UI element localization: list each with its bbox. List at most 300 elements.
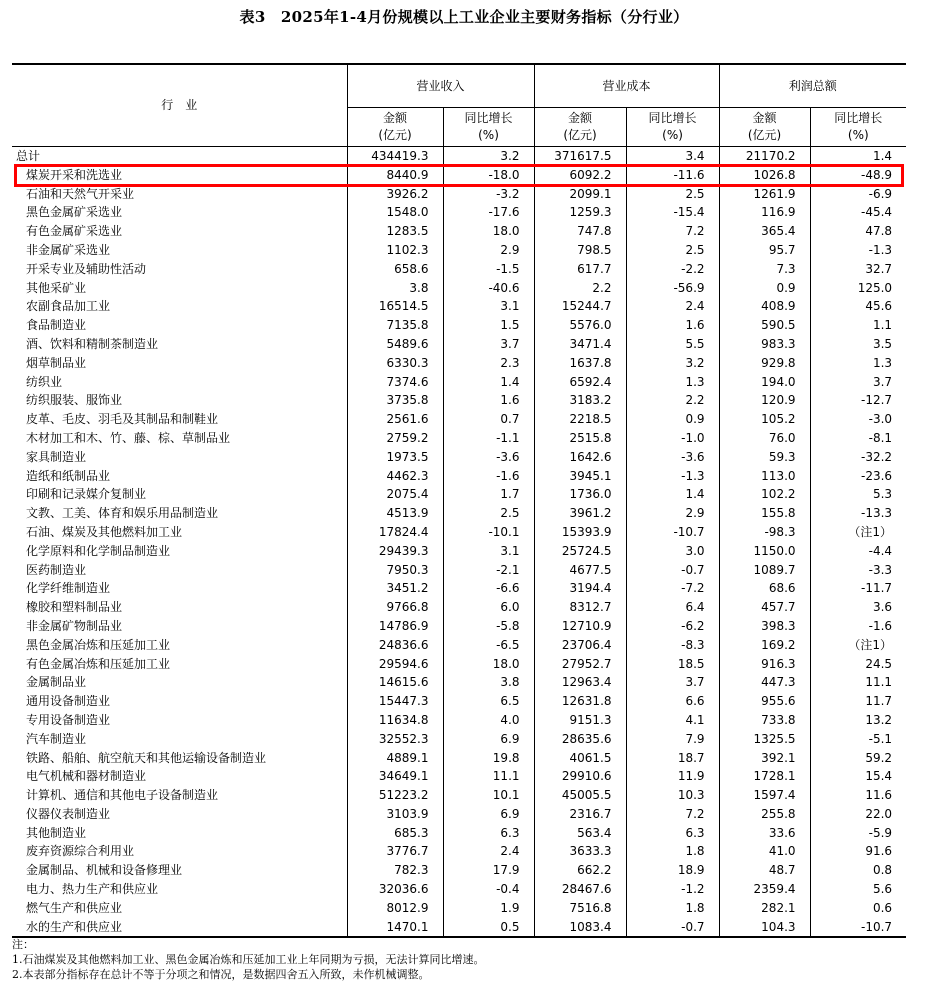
cost-amount-cell: 3633.3	[534, 842, 626, 861]
cost-growth-cell: 0.9	[626, 410, 719, 429]
cost-growth-cell: -1.2	[626, 880, 719, 899]
header-cost-growth	[626, 108, 719, 147]
table-row	[12, 504, 906, 523]
profit-amount-cell: 1150.0	[719, 542, 810, 561]
revenue-amount-cell: 1973.5	[347, 448, 443, 467]
revenue-amount-cell: 3103.9	[347, 805, 443, 824]
cost-growth-cell: 7.2	[626, 222, 719, 241]
cost-growth-cell: -7.2	[626, 579, 719, 598]
revenue-growth-cell: 11.1	[443, 767, 534, 786]
profit-growth-cell: 5.3	[810, 485, 906, 504]
table-row	[12, 918, 906, 938]
revenue-amount-cell: 4513.9	[347, 504, 443, 523]
profit-growth-cell: 3.7	[810, 373, 906, 392]
header-amount-label: 金额	[752, 111, 777, 125]
profit-growth-cell: -45.4	[810, 203, 906, 222]
table-row	[12, 636, 906, 655]
industry-name-cell: 仪器仪表制造业	[26, 806, 111, 821]
profit-growth-cell: -8.1	[810, 429, 906, 448]
revenue-growth-cell: 6.5	[443, 692, 534, 711]
cost-growth-cell: 2.5	[626, 241, 719, 260]
table-row	[12, 805, 906, 824]
table-row	[12, 166, 906, 185]
profit-growth-cell: -11.7	[810, 579, 906, 598]
profit-growth-cell: 11.1	[810, 673, 906, 692]
cost-amount-cell: 28635.6	[534, 730, 626, 749]
revenue-amount-cell: 29439.3	[347, 542, 443, 561]
cost-amount-cell: 8312.7	[534, 598, 626, 617]
cost-amount-cell: 1083.4	[534, 918, 626, 938]
profit-amount-cell: 33.6	[719, 824, 810, 843]
cost-growth-cell: -11.6	[626, 166, 719, 185]
table-row	[12, 222, 906, 241]
header-growth-label: 同比增长	[648, 111, 697, 125]
revenue-amount-cell: 32552.3	[347, 730, 443, 749]
revenue-amount-cell: 17824.4	[347, 523, 443, 542]
table-row	[12, 354, 906, 373]
profit-growth-cell: 3.6	[810, 598, 906, 617]
header-cost-amount	[534, 108, 626, 147]
industry-name-cell: 医药制造业	[26, 562, 87, 577]
industry-name-cell: 非金属矿物制品业	[26, 618, 123, 633]
revenue-growth-cell: 1.9	[443, 899, 534, 918]
profit-growth-cell: 3.5	[810, 335, 906, 354]
cost-growth-cell: -8.3	[626, 636, 719, 655]
cost-amount-cell: 662.2	[534, 861, 626, 880]
cost-growth-cell: 6.4	[626, 598, 719, 617]
profit-amount-cell: 408.9	[719, 297, 810, 316]
table-row	[12, 523, 906, 542]
revenue-growth-cell: 18.0	[443, 655, 534, 674]
revenue-growth-cell: 6.3	[443, 824, 534, 843]
industry-name-cell: 废弃资源综合利用业	[26, 844, 135, 859]
cost-amount-cell: 27952.7	[534, 655, 626, 674]
revenue-amount-cell: 1102.3	[347, 241, 443, 260]
revenue-growth-cell: 10.1	[443, 786, 534, 805]
revenue-amount-cell: 658.6	[347, 260, 443, 279]
table-title: 表3 2025年1-4月份规模以上工业企业主要财务指标（分行业）	[239, 8, 689, 26]
cost-growth-cell: 7.9	[626, 730, 719, 749]
industry-name-cell: 纺织业	[26, 374, 63, 389]
cost-amount-cell: 2099.1	[534, 185, 626, 204]
industry-name-cell: 文教、工美、体育和娱乐用品制造业	[26, 506, 219, 521]
revenue-amount-cell: 14786.9	[347, 617, 443, 636]
profit-amount-cell: 733.8	[719, 711, 810, 730]
revenue-growth-cell: -1.1	[443, 429, 534, 448]
revenue-growth-cell: 17.9	[443, 861, 534, 880]
revenue-amount-cell: 51223.2	[347, 786, 443, 805]
industry-name-cell: 汽车制造业	[26, 731, 87, 746]
cost-amount-cell: 617.7	[534, 260, 626, 279]
profit-growth-cell: 11.7	[810, 692, 906, 711]
revenue-growth-cell: -40.6	[443, 279, 534, 298]
revenue-growth-cell: 2.9	[443, 241, 534, 260]
cost-amount-cell: 23706.4	[534, 636, 626, 655]
cost-growth-cell: 6.6	[626, 692, 719, 711]
profit-amount-cell: 392.1	[719, 749, 810, 768]
profit-amount-cell: 194.0	[719, 373, 810, 392]
cost-growth-cell: 3.0	[626, 542, 719, 561]
table-row	[12, 655, 906, 674]
revenue-growth-cell: 2.4	[443, 842, 534, 861]
industry-name-cell: 计算机、通信和其他电子设备制造业	[26, 788, 219, 803]
industry-name-cell: 煤炭开采和洗选业	[26, 167, 123, 182]
revenue-growth-cell: 6.9	[443, 805, 534, 824]
industry-name-cell: 石油、煤炭及其他燃料加工业	[26, 524, 183, 539]
table-row	[12, 485, 906, 504]
profit-amount-cell: 1728.1	[719, 767, 810, 786]
revenue-amount-cell: 7950.3	[347, 561, 443, 580]
table-row	[12, 861, 906, 880]
revenue-amount-cell: 1548.0	[347, 203, 443, 222]
revenue-amount-cell: 8440.9	[347, 166, 443, 185]
cost-amount-cell: 3471.4	[534, 335, 626, 354]
industry-name-cell: 金属制品业	[26, 675, 87, 690]
revenue-growth-cell: -10.1	[443, 523, 534, 542]
cost-growth-cell: 3.7	[626, 673, 719, 692]
revenue-amount-cell: 15447.3	[347, 692, 443, 711]
profit-amount-cell: 590.5	[719, 316, 810, 335]
revenue-amount-cell: 434419.3	[347, 147, 443, 166]
cost-growth-cell: 18.5	[626, 655, 719, 674]
cost-amount-cell: 15393.9	[534, 523, 626, 542]
table-row	[12, 673, 906, 692]
industry-name-cell: 木材加工和木、竹、藤、棕、草制品业	[26, 430, 231, 445]
table-row	[12, 241, 906, 260]
profit-amount-cell: 169.2	[719, 636, 810, 655]
table-row	[12, 598, 906, 617]
industry-name-cell: 水的生产和供应业	[12, 918, 347, 938]
revenue-growth-cell: -0.4	[443, 880, 534, 899]
profit-growth-cell: 59.2	[810, 749, 906, 768]
notes	[12, 937, 912, 982]
profit-amount-cell: 120.9	[719, 391, 810, 410]
cost-growth-cell: -2.2	[626, 260, 719, 279]
cost-growth-cell: -15.4	[626, 203, 719, 222]
revenue-amount-cell: 782.3	[347, 861, 443, 880]
cost-amount-cell: 1642.6	[534, 448, 626, 467]
header-group-profit: 利润总额	[719, 64, 906, 108]
profit-growth-cell: 22.0	[810, 805, 906, 824]
profit-amount-cell: 447.3	[719, 673, 810, 692]
cost-growth-cell: -10.7	[626, 523, 719, 542]
header-growth-unit: (%)	[847, 128, 869, 142]
table-row	[12, 203, 906, 222]
cost-amount-cell: 6592.4	[534, 373, 626, 392]
profit-growth-cell: -1.6	[810, 617, 906, 636]
profit-amount-cell: 1089.7	[719, 561, 810, 580]
cost-amount-cell: 2316.7	[534, 805, 626, 824]
profit-growth-cell: 125.0	[810, 279, 906, 298]
profit-amount-cell: 113.0	[719, 467, 810, 486]
profit-growth-cell: 47.8	[810, 222, 906, 241]
cost-growth-cell: -56.9	[626, 279, 719, 298]
revenue-growth-cell: 1.7	[443, 485, 534, 504]
cost-growth-cell: 7.2	[626, 805, 719, 824]
cost-amount-cell: 3961.2	[534, 504, 626, 523]
industry-name-cell: 电力、热力生产和供应业	[26, 882, 159, 897]
industry-name-cell: 化学纤维制造业	[26, 581, 111, 596]
profit-amount-cell: 102.2	[719, 485, 810, 504]
table-row	[12, 749, 906, 768]
revenue-amount-cell: 3.8	[347, 279, 443, 298]
cost-growth-cell: 10.3	[626, 786, 719, 805]
revenue-amount-cell: 4462.3	[347, 467, 443, 486]
industry-name-cell: 有色金属冶炼和压延加工业	[26, 656, 171, 671]
revenue-amount-cell: 4889.1	[347, 749, 443, 768]
profit-amount-cell: 68.6	[719, 579, 810, 598]
table-row	[12, 786, 906, 805]
revenue-growth-cell: -3.6	[443, 448, 534, 467]
industry-name-cell: 造纸和纸制品业	[26, 468, 111, 483]
cost-amount-cell: 4061.5	[534, 749, 626, 768]
industry-name-cell: 黑色金属矿采选业	[26, 205, 123, 220]
revenue-growth-cell: 6.0	[443, 598, 534, 617]
profit-growth-cell: -23.6	[810, 467, 906, 486]
industry-name-cell: 农副食品加工业	[26, 299, 111, 314]
cost-amount-cell: 45005.5	[534, 786, 626, 805]
industry-name-cell: 黑色金属冶炼和压延加工业	[26, 637, 171, 652]
industry-name-cell: 皮革、毛皮、羽毛及其制品和制鞋业	[26, 412, 219, 427]
industry-name-cell: 金属制品、机械和设备修理业	[26, 863, 183, 878]
header-growth-unit: (%)	[662, 128, 683, 142]
revenue-growth-cell: -6.6	[443, 579, 534, 598]
cost-amount-cell: 5576.0	[534, 316, 626, 335]
profit-growth-cell: 11.6	[810, 786, 906, 805]
profit-amount-cell: 983.3	[719, 335, 810, 354]
profit-growth-cell: 13.2	[810, 711, 906, 730]
profit-growth-cell: 5.6	[810, 880, 906, 899]
notes-heading: 注：	[12, 938, 34, 951]
cost-growth-cell: 1.6	[626, 316, 719, 335]
header-growth-label: 同比增长	[464, 111, 513, 125]
table-row	[12, 579, 906, 598]
cost-amount-cell: 29910.6	[534, 767, 626, 786]
cost-growth-cell: 5.5	[626, 335, 719, 354]
cost-growth-cell: 11.9	[626, 767, 719, 786]
revenue-amount-cell: 14615.6	[347, 673, 443, 692]
profit-growth-cell: 45.6	[810, 297, 906, 316]
revenue-amount-cell: 24836.6	[347, 636, 443, 655]
cost-growth-cell: -0.7	[626, 918, 719, 938]
revenue-amount-cell: 1283.5	[347, 222, 443, 241]
revenue-amount-cell: 7374.6	[347, 373, 443, 392]
profit-growth-cell: （注1）	[810, 523, 906, 542]
industry-name-cell: 印刷和记录媒介复制业	[26, 487, 147, 502]
revenue-growth-cell: 0.5	[443, 918, 534, 938]
profit-growth-cell: -10.7	[810, 918, 906, 938]
cost-growth-cell: 4.1	[626, 711, 719, 730]
table-row	[12, 316, 906, 335]
profit-growth-cell: 0.8	[810, 861, 906, 880]
profit-amount-cell: 105.2	[719, 410, 810, 429]
revenue-growth-cell: -6.5	[443, 636, 534, 655]
cost-growth-cell: 1.4	[626, 485, 719, 504]
profit-amount-cell: 116.9	[719, 203, 810, 222]
industry-name-cell: 家具制造业	[26, 449, 87, 464]
profit-amount-cell: 1325.5	[719, 730, 810, 749]
revenue-growth-cell: -3.2	[443, 185, 534, 204]
revenue-growth-cell: -1.5	[443, 260, 534, 279]
header-industry: 行 业	[12, 64, 347, 147]
cost-amount-cell: 3183.2	[534, 391, 626, 410]
table-row	[12, 391, 906, 410]
industry-name-cell: 燃气生产和供应业	[26, 900, 123, 915]
cost-amount-cell: 12963.4	[534, 673, 626, 692]
revenue-amount-cell: 2561.6	[347, 410, 443, 429]
profit-growth-cell: 32.7	[810, 260, 906, 279]
industry-name-cell: 纺织服装、服饰业	[26, 393, 123, 408]
revenue-growth-cell: 4.0	[443, 711, 534, 730]
cost-amount-cell: 1736.0	[534, 485, 626, 504]
table-row	[12, 260, 906, 279]
table-row	[12, 730, 906, 749]
profit-amount-cell: 95.7	[719, 241, 810, 260]
industry-name-cell: 其他采矿业	[26, 280, 87, 295]
table-body	[12, 147, 906, 938]
cost-growth-cell: -6.2	[626, 617, 719, 636]
profit-growth-cell: -48.9	[810, 166, 906, 185]
revenue-amount-cell: 3776.7	[347, 842, 443, 861]
profit-amount-cell: -98.3	[719, 523, 810, 542]
profit-amount-cell: 2359.4	[719, 880, 810, 899]
profit-amount-cell: 41.0	[719, 842, 810, 861]
profit-amount-cell: 398.3	[719, 617, 810, 636]
table-row	[12, 467, 906, 486]
profit-growth-cell: -1.3	[810, 241, 906, 260]
cost-growth-cell: 18.9	[626, 861, 719, 880]
cost-growth-cell: 3.2	[626, 354, 719, 373]
header-amount-unit: (亿元)	[563, 128, 597, 142]
cost-amount-cell: 12631.8	[534, 692, 626, 711]
profit-growth-cell: -5.9	[810, 824, 906, 843]
cost-amount-cell: 2.2	[534, 279, 626, 298]
revenue-amount-cell: 16514.5	[347, 297, 443, 316]
profit-growth-cell: 1.3	[810, 354, 906, 373]
revenue-growth-cell: 3.2	[443, 147, 534, 166]
profit-growth-cell: -5.1	[810, 730, 906, 749]
header-amount-label: 金额	[568, 111, 593, 125]
profit-amount-cell: 955.6	[719, 692, 810, 711]
revenue-growth-cell: 3.8	[443, 673, 534, 692]
revenue-growth-cell: 3.1	[443, 542, 534, 561]
cost-growth-cell: 2.2	[626, 391, 719, 410]
header-amount-label: 金额	[382, 111, 407, 125]
header-growth-label: 同比增长	[834, 111, 883, 125]
cost-growth-cell: -3.6	[626, 448, 719, 467]
industry-name-cell: 铁路、船舶、航空航天和其他运输设备制造业	[26, 750, 267, 765]
cost-amount-cell: 28467.6	[534, 880, 626, 899]
profit-growth-cell: 24.5	[810, 655, 906, 674]
header-group-cost: 营业成本	[534, 64, 719, 108]
revenue-growth-cell: 1.6	[443, 391, 534, 410]
profit-amount-cell: 0.9	[719, 279, 810, 298]
table-row	[12, 899, 906, 918]
table-row	[12, 448, 906, 467]
header-group-revenue: 营业收入	[347, 64, 534, 108]
industry-name-cell: 石油和天然气开采业	[26, 186, 135, 201]
industry-name-cell: 专用设备制造业	[26, 712, 111, 727]
cost-amount-cell: 6092.2	[534, 166, 626, 185]
table-row-total	[12, 147, 906, 166]
cost-growth-cell: 1.8	[626, 842, 719, 861]
table-row	[12, 880, 906, 899]
cost-amount-cell: 15244.7	[534, 297, 626, 316]
industry-name-cell: 化学原料和化学制品制造业	[26, 543, 171, 558]
revenue-growth-cell: 1.5	[443, 316, 534, 335]
financial-indicators-table	[12, 63, 906, 938]
cost-growth-cell: -0.7	[626, 561, 719, 580]
cost-amount-cell: 747.8	[534, 222, 626, 241]
revenue-amount-cell: 685.3	[347, 824, 443, 843]
header-amount-unit: (亿元)	[378, 128, 412, 142]
cost-amount-cell: 7516.8	[534, 899, 626, 918]
header-growth-unit: (%)	[478, 128, 499, 142]
revenue-amount-cell: 2759.2	[347, 429, 443, 448]
cost-amount-cell: 1259.3	[534, 203, 626, 222]
note-1: 1.石油煤炭及其他燃料加工业、黑色金属冶炼和压延加工业上年同期为亏损，无法计算同比增速。	[12, 953, 485, 966]
cost-amount-cell: 798.5	[534, 241, 626, 260]
profit-growth-cell: （注1）	[810, 636, 906, 655]
industry-name-cell: 其他制造业	[26, 825, 87, 840]
cost-growth-cell: 18.7	[626, 749, 719, 768]
table-row	[12, 297, 906, 316]
revenue-amount-cell: 9766.8	[347, 598, 443, 617]
table-row	[12, 373, 906, 392]
revenue-growth-cell: -1.6	[443, 467, 534, 486]
revenue-amount-cell: 8012.9	[347, 899, 443, 918]
table-row	[12, 842, 906, 861]
profit-growth-cell: -6.9	[810, 185, 906, 204]
profit-growth-cell: -12.7	[810, 391, 906, 410]
revenue-amount-cell: 3735.8	[347, 391, 443, 410]
cost-growth-cell: 6.3	[626, 824, 719, 843]
profit-amount-cell: 155.8	[719, 504, 810, 523]
industry-name-cell: 非金属矿采选业	[26, 242, 111, 257]
industry-name-cell: 食品制造业	[26, 318, 87, 333]
profit-amount-cell: 59.3	[719, 448, 810, 467]
revenue-amount-cell: 2075.4	[347, 485, 443, 504]
profit-amount-cell: 916.3	[719, 655, 810, 674]
revenue-amount-cell: 5489.6	[347, 335, 443, 354]
cost-growth-cell: 1.8	[626, 899, 719, 918]
industry-name-cell: 开采专业及辅助性活动	[26, 261, 147, 276]
note-2: 2.本表部分指标存在总计不等于分项之和情况，是数据四舍五入所致，未作机械调整。	[12, 968, 430, 981]
profit-growth-cell: 0.6	[810, 899, 906, 918]
revenue-amount-cell: 34649.1	[347, 767, 443, 786]
revenue-amount-cell: 6330.3	[347, 354, 443, 373]
header-profit-amount	[719, 108, 810, 147]
cost-amount-cell: 371617.5	[534, 147, 626, 166]
profit-growth-cell: 1.4	[810, 147, 906, 166]
revenue-amount-cell: 11634.8	[347, 711, 443, 730]
revenue-growth-cell: 2.3	[443, 354, 534, 373]
table-row	[12, 561, 906, 580]
revenue-amount-cell: 3451.2	[347, 579, 443, 598]
header-profit-growth	[810, 108, 906, 147]
profit-amount-cell: 365.4	[719, 222, 810, 241]
profit-growth-cell: 91.6	[810, 842, 906, 861]
header-revenue-amount	[347, 108, 443, 147]
revenue-amount-cell: 7135.8	[347, 316, 443, 335]
profit-amount-cell: 457.7	[719, 598, 810, 617]
industry-name-cell: 电气机械和器材制造业	[26, 769, 147, 784]
profit-amount-cell: 7.3	[719, 260, 810, 279]
cost-amount-cell: 1637.8	[534, 354, 626, 373]
revenue-growth-cell: -2.1	[443, 561, 534, 580]
cost-growth-cell: -1.3	[626, 467, 719, 486]
profit-growth-cell: -32.2	[810, 448, 906, 467]
